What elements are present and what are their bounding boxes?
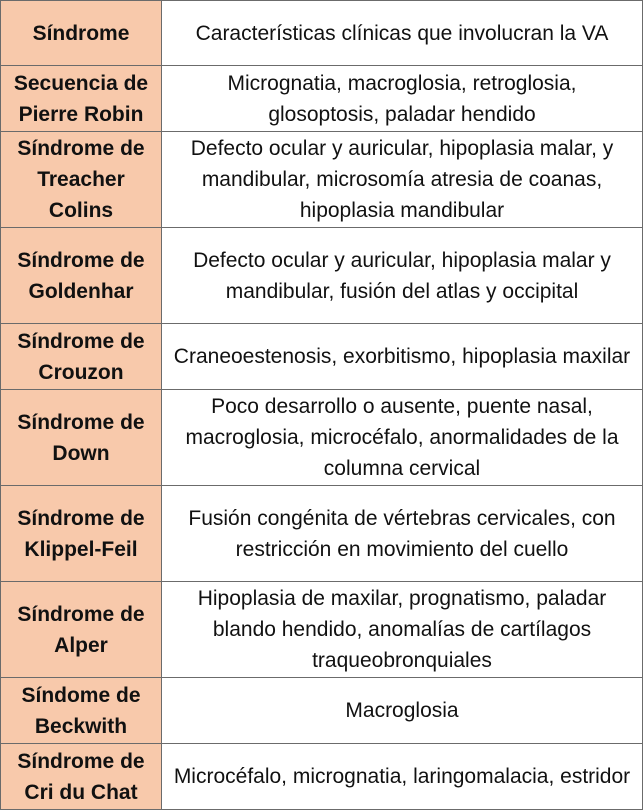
syndrome-features: Microcéfalo, micrognatia, laringomalacia, estridor bbox=[162, 744, 643, 810]
syndrome-name: Síndrome de Cri du Chat bbox=[1, 744, 162, 810]
table-row bbox=[1, 744, 643, 810]
table-row bbox=[1, 678, 643, 744]
syndrome-features: Defecto ocular y auricular, hipoplasia malar y mandibular, fusión del atlas y occipital bbox=[162, 228, 643, 324]
syndrome-features: Macroglosia bbox=[162, 678, 643, 744]
table-row bbox=[1, 582, 643, 678]
table-header-row bbox=[1, 1, 643, 66]
table-row bbox=[1, 324, 643, 390]
syndrome-name: Síndrome de Crouzon bbox=[1, 324, 162, 390]
syndrome-features: Defecto ocular y auricular, hipoplasia malar, y mandibular, microsomía atresia de coanas, hipoplasia mandibular bbox=[162, 132, 643, 228]
header-clinical-features: Características clínicas que involucran la VA bbox=[162, 1, 643, 66]
syndrome-name: Síndome de Beckwith bbox=[1, 678, 162, 744]
syndrome-name: Síndrome de Down bbox=[1, 390, 162, 486]
table-row bbox=[1, 132, 643, 228]
syndrome-name: Secuencia de Pierre Robin bbox=[1, 66, 162, 132]
table-row bbox=[1, 228, 643, 324]
syndrome-features: Fusión congénita de vértebras cervicales, con restricción en movimiento del cuello bbox=[162, 486, 643, 582]
syndrome-name: Síndrome de Alper bbox=[1, 582, 162, 678]
syndrome-name: Síndrome de Goldenhar bbox=[1, 228, 162, 324]
table-row bbox=[1, 390, 643, 486]
syndrome-name: Síndrome de Klippel-Feil bbox=[1, 486, 162, 582]
syndrome-features: Craneoestenosis, exorbitismo, hipoplasia maxilar bbox=[162, 324, 643, 390]
syndrome-features: Micrognatia, macroglosia, retroglosia, glosoptosis, paladar hendido bbox=[162, 66, 643, 132]
syndrome-features: Hipoplasia de maxilar, prognatismo, paladar blando hendido, anomalías de cartílagos traqueobronquiales bbox=[162, 582, 643, 678]
header-syndrome: Síndrome bbox=[1, 1, 162, 66]
table-row bbox=[1, 66, 643, 132]
syndrome-name: Síndrome de Treacher Colins bbox=[1, 132, 162, 228]
syndrome-features: Poco desarrollo o ausente, puente nasal, macroglosia, microcéfalo, anormalidades de la columna cervical bbox=[162, 390, 643, 486]
table-row bbox=[1, 486, 643, 582]
